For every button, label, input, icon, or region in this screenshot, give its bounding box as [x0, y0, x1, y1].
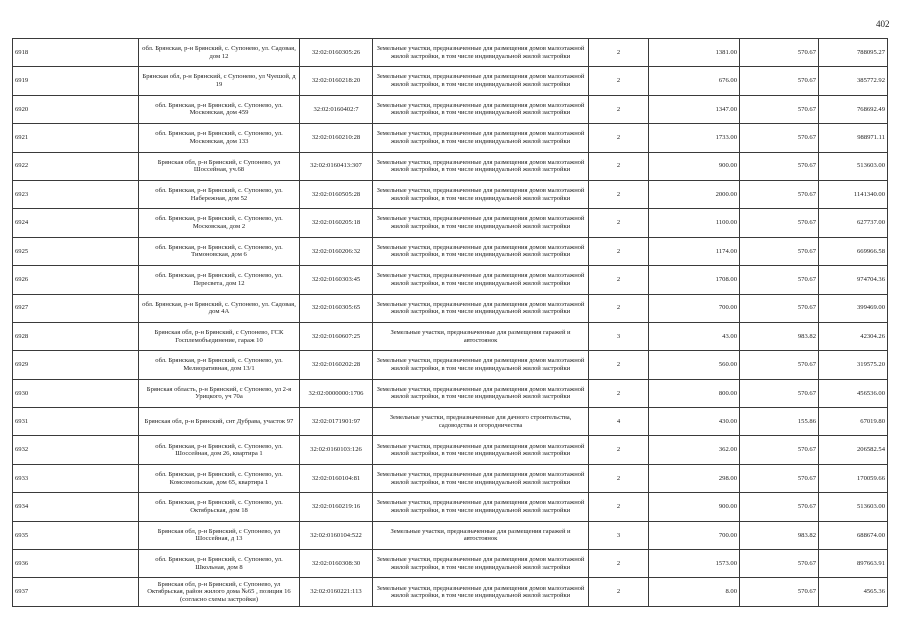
row-number: 6928 [13, 322, 139, 350]
cadastral-number-cell: 32:02:0160104:81 [300, 464, 373, 492]
address-cell: обл. Брянская, р-н Брянский, с. Супонево, ул. Комсомольская, дом 65, квартира 1 [139, 464, 300, 492]
row-number: 6936 [13, 550, 139, 578]
cadastral-number-cell: 32:02:0160305:26 [300, 39, 373, 67]
specific-value-cell: 570.67 [740, 209, 819, 237]
row-number: 6929 [13, 351, 139, 379]
area-cell: 1733.00 [649, 124, 740, 152]
address-cell: обл. Брянская, р-н Брянский, с. Супонево, ул. Московская, дом 459 [139, 95, 300, 123]
area-cell: 900.00 [649, 493, 740, 521]
area-cell: 1573.00 [649, 550, 740, 578]
cadastral-value-cell: 456536.00 [819, 379, 888, 407]
land-use-cell: Земельные участки, предназначенные для размещения домов малоэтажной жилой застройки, в том числе индивидуальной жилой застройки [373, 95, 589, 123]
address-cell: Брянская обл, р-н Брянский, с Супонево, ул Октябрьская, район жилого дома №65 , позиция 16 (согласно схемы застройки) [139, 578, 300, 606]
cadastral-value-cell: 974704.36 [819, 266, 888, 294]
cadastral-value-cell: 1141340.00 [819, 180, 888, 208]
area-cell: 800.00 [649, 379, 740, 407]
land-use-cell: Земельные участки, предназначенные для размещения домов малоэтажной жилой застройки, в том числе индивидуальной жилой застройки [373, 379, 589, 407]
area-cell: 2000.00 [649, 180, 740, 208]
group-cell: 2 [589, 180, 649, 208]
land-use-cell: Земельные участки, предназначенные для размещения домов малоэтажной жилой застройки, в том числе индивидуальной жилой застройки [373, 124, 589, 152]
cadastral-value-cell: 788095.27 [819, 39, 888, 67]
land-use-cell: Земельные участки, предназначенные для размещения гаражей и автостоянок [373, 521, 589, 549]
address-cell: обл. Брянская, р-н Брянский, с. Супонево, ул. Садовая, дом 12 [139, 39, 300, 67]
row-number: 6931 [13, 408, 139, 436]
cadastral-number-cell: 32:02:0160413:307 [300, 152, 373, 180]
specific-value-cell: 570.67 [740, 351, 819, 379]
area-cell: 560.00 [649, 351, 740, 379]
specific-value-cell: 570.67 [740, 180, 819, 208]
specific-value-cell: 570.67 [740, 237, 819, 265]
row-number: 6923 [13, 180, 139, 208]
row-number: 6926 [13, 266, 139, 294]
specific-value-cell: 570.67 [740, 152, 819, 180]
specific-value-cell: 570.67 [740, 550, 819, 578]
group-cell: 2 [589, 578, 649, 606]
group-cell: 2 [589, 95, 649, 123]
table-row [13, 209, 888, 237]
land-use-cell: Земельные участки, предназначенные для размещения домов малоэтажной жилой застройки, в том числе индивидуальной жилой застройки [373, 464, 589, 492]
group-cell: 4 [589, 408, 649, 436]
row-number: 6918 [13, 39, 139, 67]
cadastral-number-cell: 32:02:0171901:97 [300, 408, 373, 436]
address-cell: Брянская обл, р-н Брянский, с Супонево, ул Шоссейная, уч.68 [139, 152, 300, 180]
cadastral-value-cell: 513603.00 [819, 152, 888, 180]
land-use-cell: Земельные участки, предназначенные для размещения домов малоэтажной жилой застройки, в том числе индивидуальной жилой застройки [373, 578, 589, 606]
cadastral-number-cell: 32:02:0160303:45 [300, 266, 373, 294]
cadastral-number-cell: 32:02:0160402:7 [300, 95, 373, 123]
address-cell: обл. Брянская, р-н Брянский, с. Супонево, ул. Школьная, дом 8 [139, 550, 300, 578]
cadastral-number-cell: 32:02:0160607:25 [300, 322, 373, 350]
cadastral-value-cell: 988971.11 [819, 124, 888, 152]
address-cell: обл. Брянская, р-н Брянский, с. Супонево, ул. Октябрьская, дом 18 [139, 493, 300, 521]
table-row [13, 152, 888, 180]
cadastral-value-cell: 170059.66 [819, 464, 888, 492]
cadastral-number-cell: 32:02:0160218:20 [300, 67, 373, 95]
area-cell: 676.00 [649, 67, 740, 95]
group-cell: 2 [589, 152, 649, 180]
group-cell: 2 [589, 209, 649, 237]
area-cell: 900.00 [649, 152, 740, 180]
area-cell: 43.00 [649, 322, 740, 350]
land-use-cell: Земельные участки, предназначенные для размещения гаражей и автостоянок [373, 322, 589, 350]
table-row [13, 408, 888, 436]
area-cell: 1708.00 [649, 266, 740, 294]
cadastral-value-cell: 513603.00 [819, 493, 888, 521]
area-cell: 700.00 [649, 294, 740, 322]
address-cell: Брянская обл, р-н Брянский, снт Дубрава, участок 97 [139, 408, 300, 436]
area-cell: 430.00 [649, 408, 740, 436]
land-use-cell: Земельные участки, предназначенные для размещения домов малоэтажной жилой застройки, в том числе индивидуальной жилой застройки [373, 351, 589, 379]
land-registry-table [12, 38, 888, 607]
area-cell: 1347.00 [649, 95, 740, 123]
registry-body [13, 39, 888, 607]
cadastral-number-cell: 32:02:0160219:16 [300, 493, 373, 521]
table-row [13, 379, 888, 407]
row-number: 6925 [13, 237, 139, 265]
group-cell: 2 [589, 464, 649, 492]
table-row [13, 294, 888, 322]
cadastral-value-cell: 385772.92 [819, 67, 888, 95]
address-cell: обл. Брянская, р-н Брянский, с. Супонево, ул. Мелиоративная, дом 13/1 [139, 351, 300, 379]
specific-value-cell: 570.67 [740, 464, 819, 492]
page-number: 402 [876, 19, 890, 29]
address-cell: Брянская обл, р-н Брянский, с Супонево, ГСК Госплемобъединение, гараж 10 [139, 322, 300, 350]
table-row [13, 237, 888, 265]
table-row [13, 124, 888, 152]
specific-value-cell: 570.67 [740, 493, 819, 521]
land-use-cell: Земельные участки, предназначенные для размещения домов малоэтажной жилой застройки, в том числе индивидуальной жилой застройки [373, 436, 589, 464]
group-cell: 2 [589, 351, 649, 379]
group-cell: 2 [589, 550, 649, 578]
cadastral-number-cell: 32:02:0160206:32 [300, 237, 373, 265]
row-number: 6919 [13, 67, 139, 95]
row-number: 6921 [13, 124, 139, 152]
table-row [13, 578, 888, 606]
cadastral-value-cell: 627737.00 [819, 209, 888, 237]
address-cell: обл. Брянская, р-н Брянский, с. Супонево, ул. Шоссейная, дом 26, квартира 1 [139, 436, 300, 464]
specific-value-cell: 983.82 [740, 322, 819, 350]
table-row [13, 464, 888, 492]
specific-value-cell: 570.67 [740, 294, 819, 322]
address-cell: Брянская область, р-н Брянский, с Супонево, ул 2-я Урицкого, уч 70а [139, 379, 300, 407]
land-use-cell: Земельные участки, предназначенные для размещения домов малоэтажной жилой застройки, в том числе индивидуальной жилой застройки [373, 237, 589, 265]
table-row [13, 39, 888, 67]
row-number: 6935 [13, 521, 139, 549]
specific-value-cell: 570.67 [740, 578, 819, 606]
cadastral-value-cell: 688674.00 [819, 521, 888, 549]
table-row [13, 266, 888, 294]
cadastral-number-cell: 32:02:0160221:113 [300, 578, 373, 606]
row-number: 6933 [13, 464, 139, 492]
area-cell: 8.00 [649, 578, 740, 606]
land-use-cell: Земельные участки, предназначенные для размещения домов малоэтажной жилой застройки, в том числе индивидуальной жилой застройки [373, 266, 589, 294]
address-cell: Брянская обл, р-н Брянский, с Супонево, ул Чуешой, д 19 [139, 67, 300, 95]
row-number: 6927 [13, 294, 139, 322]
group-cell: 2 [589, 266, 649, 294]
row-number: 6922 [13, 152, 139, 180]
cadastral-value-cell: 206582.54 [819, 436, 888, 464]
address-cell: обл. Брянская, р-н Брянский, с. Супонево, ул. Московская, дом 2 [139, 209, 300, 237]
land-use-cell: Земельные участки, предназначенные для размещения домов малоэтажной жилой застройки, в том числе индивидуальной жилой застройки [373, 493, 589, 521]
table-row [13, 322, 888, 350]
cadastral-number-cell: 32:02:0160305:65 [300, 294, 373, 322]
land-use-cell: Земельные участки, предназначенные для размещения домов малоэтажной жилой застройки, в том числе индивидуальной жилой застройки [373, 39, 589, 67]
group-cell: 2 [589, 124, 649, 152]
address-cell: обл. Брянская, р-н Брянский, с. Супонево, ул. Московская, дом 133 [139, 124, 300, 152]
address-cell: обл. Брянская, р-н Брянский, с. Супонево, ул. Набережная, дом 52 [139, 180, 300, 208]
cadastral-value-cell: 67019.80 [819, 408, 888, 436]
cadastral-number-cell: 32:02:0160308:30 [300, 550, 373, 578]
area-cell: 1100.00 [649, 209, 740, 237]
specific-value-cell: 983.82 [740, 521, 819, 549]
table-row [13, 67, 888, 95]
area-cell: 1381.00 [649, 39, 740, 67]
table-row [13, 180, 888, 208]
cadastral-number-cell: 32:02:0000000:1706 [300, 379, 373, 407]
group-cell: 2 [589, 294, 649, 322]
cadastral-number-cell: 32:02:0160202:28 [300, 351, 373, 379]
row-number: 6920 [13, 95, 139, 123]
cadastral-number-cell: 32:02:0160104:522 [300, 521, 373, 549]
cadastral-value-cell: 319575.20 [819, 351, 888, 379]
group-cell: 2 [589, 379, 649, 407]
group-cell: 2 [589, 493, 649, 521]
specific-value-cell: 570.67 [740, 436, 819, 464]
group-cell: 2 [589, 436, 649, 464]
land-use-cell: Земельные участки, предназначенные для размещения домов малоэтажной жилой застройки, в том числе индивидуальной жилой застройки [373, 180, 589, 208]
cadastral-value-cell: 768692.49 [819, 95, 888, 123]
land-use-cell: Земельные участки, предназначенные для размещения домов малоэтажной жилой застройки, в том числе индивидуальной жилой застройки [373, 294, 589, 322]
table-row [13, 521, 888, 549]
specific-value-cell: 570.67 [740, 124, 819, 152]
address-cell: обл. Брянская, р-н Брянский, с. Супонево, ул. Садовая, дом 4А [139, 294, 300, 322]
cadastral-number-cell: 32:02:0160210:28 [300, 124, 373, 152]
row-number: 6934 [13, 493, 139, 521]
address-cell: Брянская обл, р-н Брянский, с Супонево, ул Шоссейная, д 13 [139, 521, 300, 549]
land-use-cell: Земельные участки, предназначенные для дачного строительства, садоводства и огородничества [373, 408, 589, 436]
cadastral-number-cell: 32:02:0160205:18 [300, 209, 373, 237]
land-use-cell: Земельные участки, предназначенные для размещения домов малоэтажной жилой застройки, в том числе индивидуальной жилой застройки [373, 152, 589, 180]
group-cell: 3 [589, 521, 649, 549]
area-cell: 700.00 [649, 521, 740, 549]
cadastral-value-cell: 4565.36 [819, 578, 888, 606]
group-cell: 2 [589, 237, 649, 265]
specific-value-cell: 155.86 [740, 408, 819, 436]
address-cell: обл. Брянская, р-н Брянский, с. Супонево, ул. Тимоновская, дом 6 [139, 237, 300, 265]
cadastral-number-cell: 32:02:0160103:126 [300, 436, 373, 464]
table-row [13, 351, 888, 379]
table-row [13, 436, 888, 464]
cadastral-value-cell: 897663.91 [819, 550, 888, 578]
group-cell: 3 [589, 322, 649, 350]
cadastral-value-cell: 42304.26 [819, 322, 888, 350]
land-use-cell: Земельные участки, предназначенные для размещения домов малоэтажной жилой застройки, в том числе индивидуальной жилой застройки [373, 67, 589, 95]
cadastral-number-cell: 32:02:0160505:28 [300, 180, 373, 208]
land-use-cell: Земельные участки, предназначенные для размещения домов малоэтажной жилой застройки, в том числе индивидуальной жилой застройки [373, 550, 589, 578]
row-number: 6930 [13, 379, 139, 407]
cadastral-value-cell: 669966.58 [819, 237, 888, 265]
specific-value-cell: 570.67 [740, 379, 819, 407]
row-number: 6932 [13, 436, 139, 464]
land-use-cell: Земельные участки, предназначенные для размещения домов малоэтажной жилой застройки, в том числе индивидуальной жилой застройки [373, 209, 589, 237]
specific-value-cell: 570.67 [740, 39, 819, 67]
specific-value-cell: 570.67 [740, 266, 819, 294]
group-cell: 2 [589, 39, 649, 67]
table-row [13, 493, 888, 521]
area-cell: 298.00 [649, 464, 740, 492]
group-cell: 2 [589, 67, 649, 95]
cadastral-value-cell: 399469.00 [819, 294, 888, 322]
specific-value-cell: 570.67 [740, 95, 819, 123]
specific-value-cell: 570.67 [740, 67, 819, 95]
table-row [13, 550, 888, 578]
table-row [13, 95, 888, 123]
area-cell: 362.00 [649, 436, 740, 464]
area-cell: 1174.00 [649, 237, 740, 265]
row-number: 6937 [13, 578, 139, 606]
row-number: 6924 [13, 209, 139, 237]
address-cell: обл. Брянская, р-н Брянский, с. Супонево, ул. Пересвета, дом 12 [139, 266, 300, 294]
